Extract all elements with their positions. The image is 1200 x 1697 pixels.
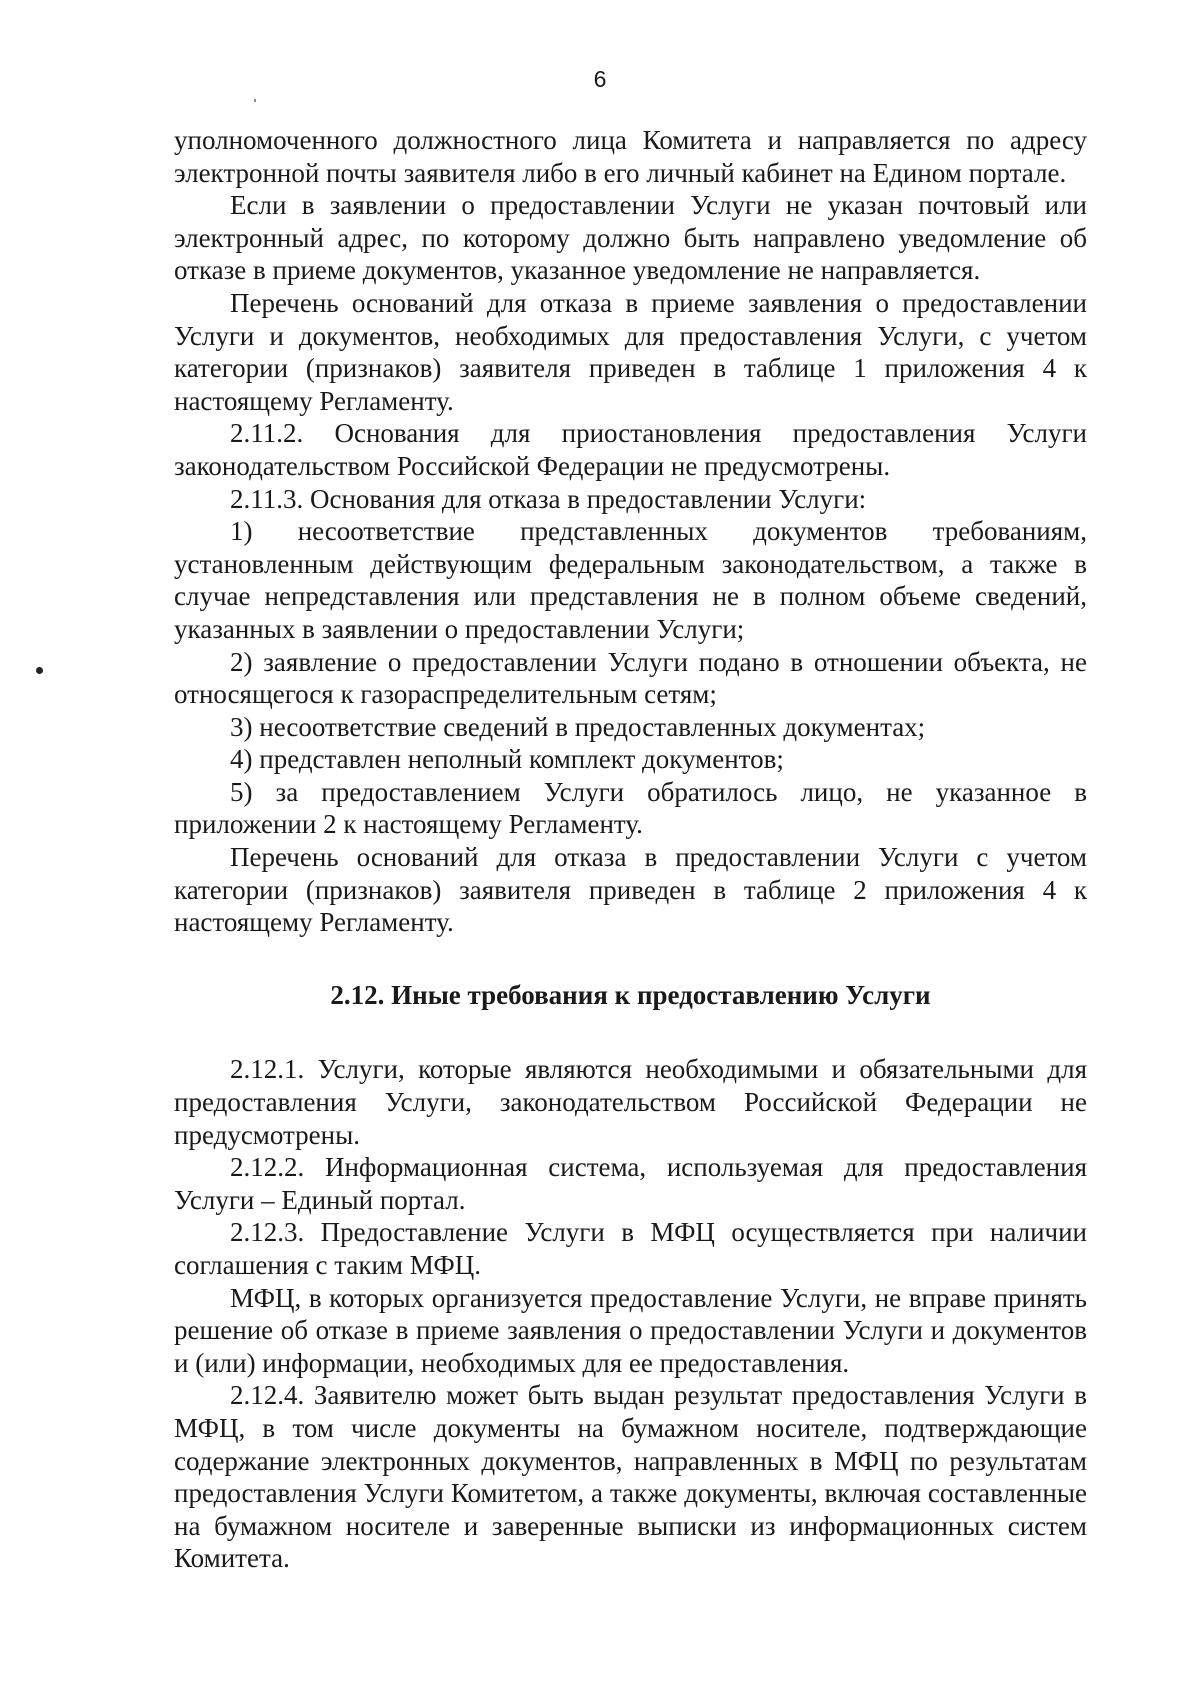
list-item-4: 4) представлен неполный комплект документов; — [230, 744, 784, 775]
paragraph-refusal-grounds-list: Перечень оснований для отказа в предоставлении Услуги с учетом категории (признаков) заявителя приведен в таблице 2 приложения 4 к настоящему Регламенту. — [174, 842, 1087, 938]
paragraph-2-12-3: 2.12.3. Предоставление Услуги в МФЦ осуществляется при наличии соглашения с таким МФЦ. — [174, 1217, 1087, 1280]
paragraph-mfc-rights: МФЦ, в которых организуется предоставление Услуги, не вправе принять решение об отказе в приеме заявления о предоставлении Услуги и документов и (или) информации, необходимых для ее предоставления. — [174, 1282, 1087, 1378]
paragraph-2-11-3: 2.11.3. Основания для отказа в предоставлении Услуги: — [230, 483, 867, 514]
page-number: 6 — [593, 66, 607, 92]
paragraph-2-12-2: 2.12.2. Информационная система, используемая для предоставления Услуги – Единый портал. — [174, 1152, 1087, 1215]
paragraph-2-11-2: 2.11.2. Основания для приостановления предоставления Услуги законодательством Российской Федерации не предусмотрены. — [174, 418, 1087, 481]
list-item-1: 1) несоответствие представленных документов требованиям, установленным действующим федеральным законодательством, а также в случае непредставления или представления не в полном объеме сведений, указанных в заявлении о предоставлении Услуги; — [174, 516, 1087, 644]
section-heading-2-12: 2.12. Иные требования к предоставлению Услуги — [330, 979, 931, 1010]
paragraph-2-12-4: 2.12.4. Заявителю может быть выдан результат предоставления Услуги в МФЦ, в том числе документы на бумажном носителе, подтверждающие содержание электронных документов, направленных в МФЦ по результатам предоставления Услуги Комитетом, а также документы, включая составленные на бумажном носителе и заверенные выписки из информационных систем Комитета. — [174, 1380, 1087, 1574]
list-item-3: 3) несоответствие сведений в предоставленных документах; — [230, 711, 926, 742]
list-item-5: 5) за предоставлением Услуги обратилось лицо, не указанное в приложении 2 к настоящему Регламенту. — [174, 776, 1087, 840]
paragraph-notification-not-sent: Если в заявлении о предоставлении Услуги не указан почтовый или электронный адрес, по которому должно быть направлено уведомление об отказе в приеме документов, указанное уведомление не направляется. — [174, 190, 1087, 286]
paragraph-continuation: уполномоченного должностного лица Комитета и направляется по адресу электронной почты заявителя либо в его личный кабинет на Едином портале. — [174, 125, 1087, 188]
paragraph-refusal-grounds-reception-list: Перечень оснований для отказа в приеме заявления о предоставлении Услуги и документов, необходимых для предоставления Услуги, с учетом категории (признаков) заявителя приведен в таблице 1 приложения 4 к настоящему Регламенту. — [174, 287, 1087, 416]
list-item-2: 2) заявление о предоставлении Услуги подано в отношении объекта, не относящегося к газораспределительным сетям; — [174, 646, 1087, 710]
scan-artifact-dot — [36, 667, 43, 674]
paragraph-2-12-1: 2.12.1. Услуги, которые являются необходимыми и обязательными для предоставления Услуги, законодательством Российской Федерации не предусмотрены. — [174, 1054, 1087, 1150]
scan-artifact-speck — [254, 99, 256, 102]
document-body — [174, 124, 1087, 1575]
